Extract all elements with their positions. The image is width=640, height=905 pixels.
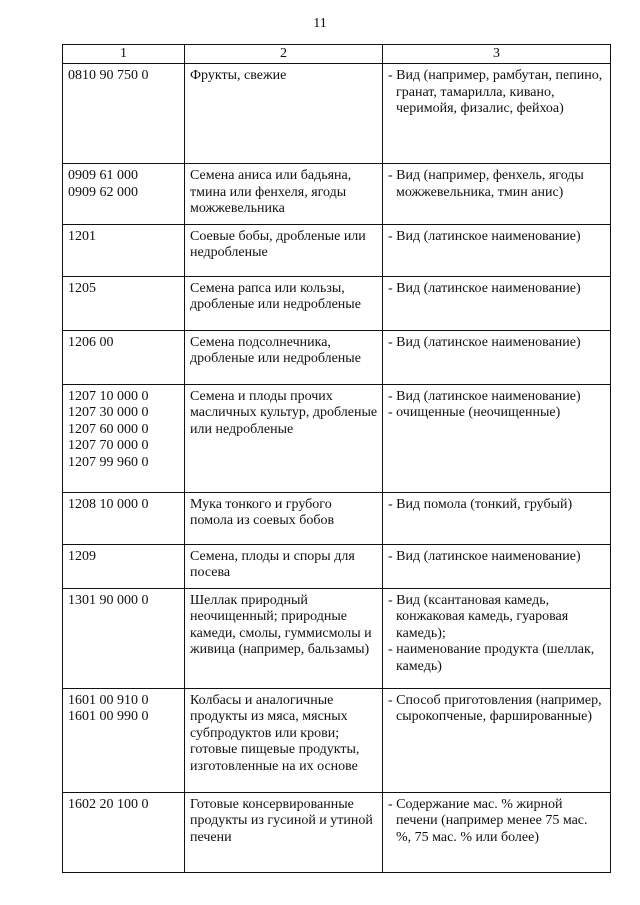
commodity-code: 1207 70 000 0	[68, 438, 149, 453]
attribute-item: - Вид (ксантановая камедь, конжаковая камедь, гуаровая камедь);	[388, 592, 569, 641]
column-header-attributes: 3	[383, 45, 611, 64]
commodity-code: 0909 61 000	[68, 168, 138, 183]
table-row	[63, 164, 611, 225]
cell-description	[185, 330, 383, 384]
cell-attributes	[383, 384, 611, 492]
attribute-item: - Вид (латинское наименование)	[388, 228, 581, 244]
commodity-code: 1301 90 000 0	[68, 592, 149, 608]
table-row	[63, 492, 611, 544]
attribute-item: - Вид (латинское наименование)	[388, 548, 581, 564]
cell-code	[63, 688, 185, 792]
cell-attributes	[383, 492, 611, 544]
column-header-description: 2	[185, 45, 383, 64]
commodity-code: 1207 60 000 0	[68, 421, 149, 437]
commodity-code: 1207 10 000 0	[68, 388, 149, 404]
product-description: Мука тонкого и грубого помола из соевых бобов	[190, 496, 335, 528]
cell-description	[185, 224, 383, 276]
attribute-item: - Вид (латинское наименование)	[388, 334, 581, 350]
cell-description	[185, 164, 383, 225]
commodity-code: 1209	[68, 548, 96, 564]
cell-code	[63, 276, 185, 330]
cell-code	[63, 64, 185, 164]
product-description: Колбасы и аналогичные продукты из мяса, мясных субпродуктов или крови; готовые пищевые продукты, изготовленные на их основе	[190, 692, 360, 774]
table-row	[63, 544, 611, 588]
attribute-item: - Вид помола (тонкий, грубый)	[388, 496, 573, 512]
cell-code	[63, 544, 185, 588]
attribute-item: - наименование продукта (шеллак, камедь)	[388, 642, 595, 674]
cell-code	[63, 492, 185, 544]
cell-description	[185, 276, 383, 330]
cell-description	[185, 64, 383, 164]
cell-description	[185, 792, 383, 872]
table-row	[63, 384, 611, 492]
cell-attributes	[383, 330, 611, 384]
table-row	[63, 330, 611, 384]
product-description: Семена подсолнечника, дробленые или недробленые	[190, 334, 361, 366]
attribute-item: - Вид (латинское наименование)	[388, 388, 581, 404]
commodity-code: 1205	[68, 280, 96, 296]
table-row	[63, 688, 611, 792]
table-row	[63, 588, 611, 688]
product-description: Соевые бобы, дробленые или недробленые	[190, 228, 366, 260]
cell-attributes	[383, 164, 611, 225]
table-row	[63, 276, 611, 330]
cell-attributes	[383, 276, 611, 330]
commodity-code: 0909 62 000	[68, 184, 138, 200]
cell-description	[185, 384, 383, 492]
product-description: Семена, плоды и споры для посева	[190, 548, 355, 580]
commodity-code: 1206 00	[68, 334, 114, 350]
cell-description	[185, 544, 383, 588]
commodity-code: 1207 99 960 0	[68, 454, 149, 470]
commodity-code: 1201	[68, 228, 96, 244]
cell-description	[185, 492, 383, 544]
cell-code	[63, 330, 185, 384]
product-description: Семена аниса или бадьяна, тмина или фенхеля, ягоды можжевельника	[190, 168, 352, 216]
attribute-item: - Способ приготовления (например, сырокопченые, фаршированные)	[388, 692, 602, 724]
commodity-code: 1601 00 910 0	[68, 692, 149, 708]
product-description: Семена и плоды прочих масличных культур, дробленые или недробленые	[190, 388, 378, 437]
cell-code	[63, 224, 185, 276]
cell-code	[63, 588, 185, 688]
product-description: Фрукты, свежие	[190, 68, 287, 83]
cell-attributes	[383, 792, 611, 872]
attribute-item: - очищенные (неочищенные)	[388, 405, 561, 420]
cell-description	[185, 588, 383, 688]
attribute-item: - Вид (например, фенхель, ягоды можжевельника, тмин анис)	[388, 168, 584, 200]
attribute-item: - Вид (латинское наименование)	[388, 280, 581, 296]
product-description: Готовые консервированные продукты из гусиной и утиной печени	[190, 796, 373, 845]
column-header-code: 1	[63, 45, 185, 64]
cell-description	[185, 688, 383, 792]
cell-attributes	[383, 588, 611, 688]
table-row	[63, 792, 611, 872]
table-row	[63, 64, 611, 164]
cell-attributes	[383, 544, 611, 588]
table-header-row	[63, 45, 611, 64]
product-description: Семена рапса или кользы, дробленые или недробленые	[190, 280, 361, 312]
page-number: 11	[313, 16, 327, 31]
cell-attributes	[383, 64, 611, 164]
cell-attributes	[383, 688, 611, 792]
cell-code	[63, 792, 185, 872]
cell-code	[63, 164, 185, 225]
table-row	[63, 224, 611, 276]
commodity-code: 1207 30 000 0	[68, 405, 149, 420]
commodity-code: 0810 90 750 0	[68, 68, 149, 83]
attribute-item: - Содержание мас. % жирной печени (например менее 75 мас. %, 75 мас. % или более)	[388, 796, 588, 845]
attribute-item: - Вид (например, рамбутан, пепино, гранат, тамарилла, кивано, черимойя, физалис, фейхоа)	[388, 68, 603, 116]
product-description: Шеллак природный неочищенный; природные камеди, смолы, гуммисмолы и живица (например, бальзамы)	[190, 592, 372, 657]
commodity-code: 1601 00 990 0	[68, 709, 149, 724]
commodity-code: 1602 20 100 0	[68, 796, 149, 812]
cell-attributes	[383, 224, 611, 276]
cell-code	[63, 384, 185, 492]
commodity-codes-table	[62, 44, 611, 873]
commodity-code: 1208 10 000 0	[68, 496, 149, 512]
